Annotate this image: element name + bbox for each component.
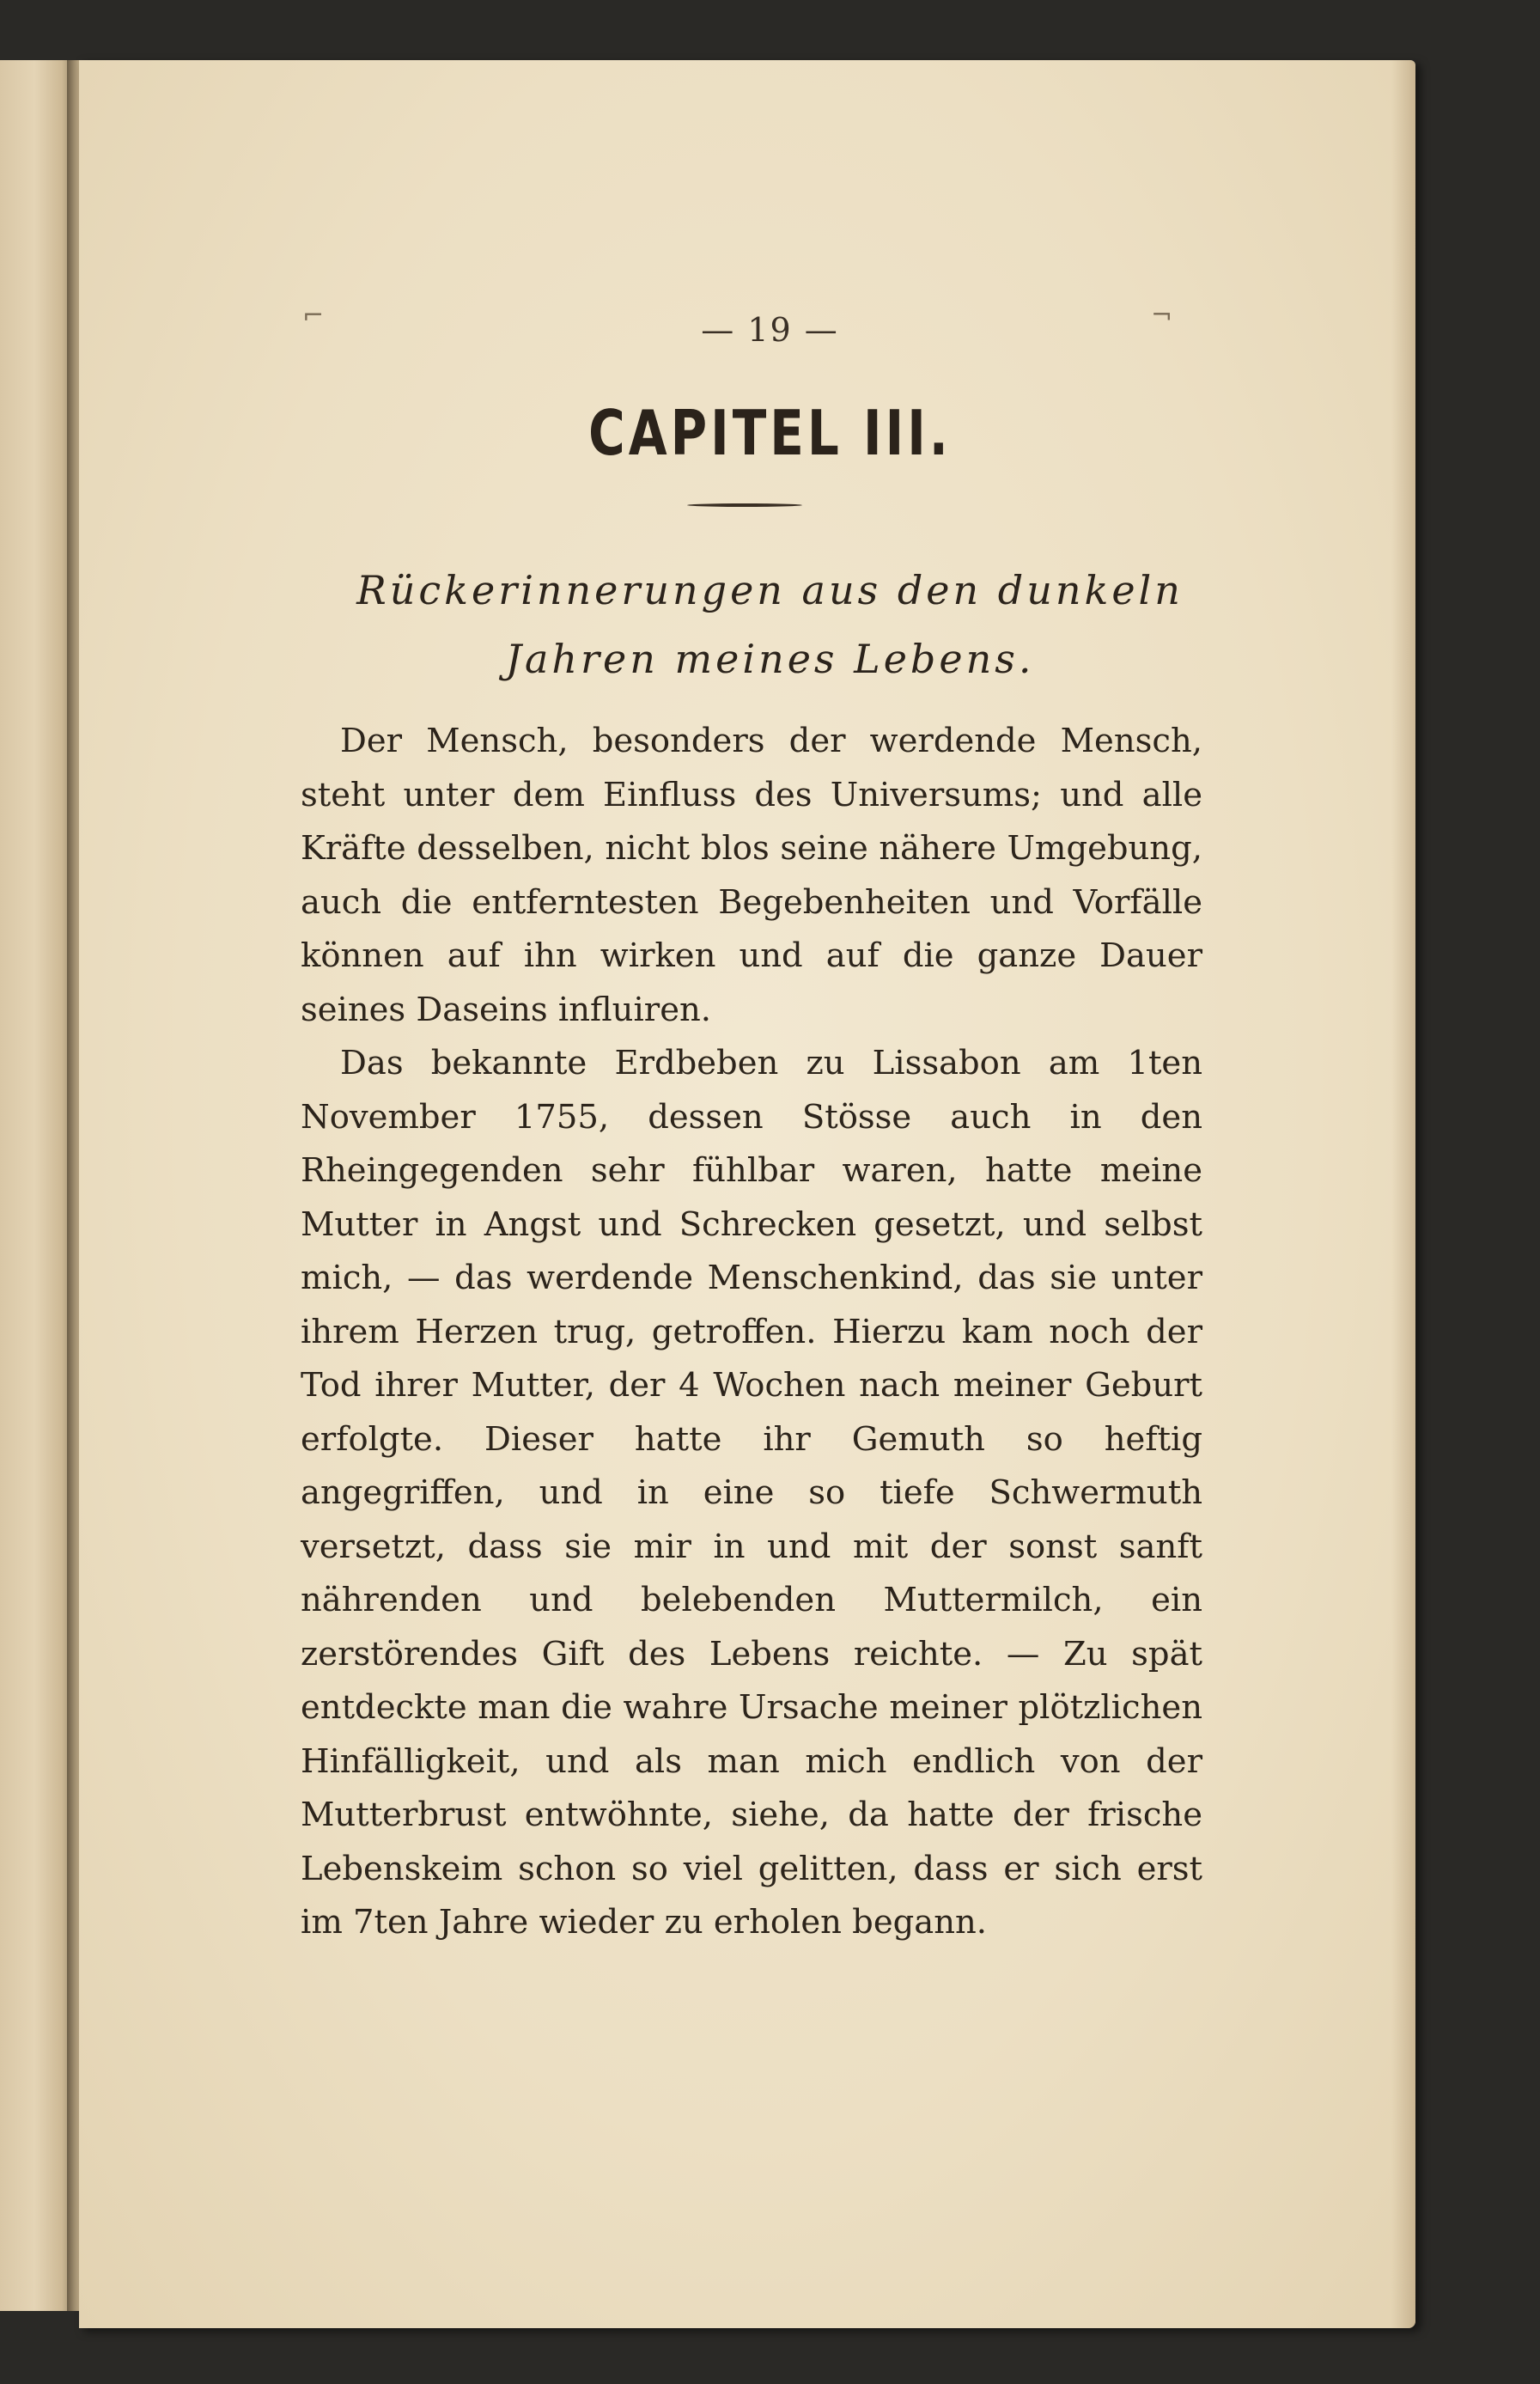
paragraph-2: Das bekannte Erdbeben zu Lissabon am 1ten November 1755, dessen Stösse auch in den Rheingegenden sehr fühlbar waren, hatte meine Mutter in Angst und Schrecken gesetzt, und selbst mich, — das werdende Menschenkind, das sie unter ihrem Herzen trug, getroffen. Hierzu kam noch der Tod ihrer Mutter, der 4 Wochen nach meiner Geburt erfolgte. Dieser hatte ihr Gemuth so heftig angegriffen, und in eine so tiefe Schwermuth versetzt, dass sie mir in und mit der sonst sanft nährenden und belebenden Muttermilch, ein zerstörendes Gift des Lebens reichte. — Zu spät entdeckte man die wahre Ursache meiner plötzlichen Hinfälligkeit, und als man mich endlich von der Mutterbrust entwöhnte, siehe, da hatte der frische Lebenskeim schon so viel gelitten, dass er sich erst im 7ten Jahre wieder zu erholen begann. — [301, 1044, 1202, 1942]
corner-mark-left: ⌐ — [302, 301, 325, 331]
body-text — [301, 715, 1202, 1950]
chapter-heading: CAPITEL III. — [588, 396, 952, 470]
chapter-subtitle-line-2: Jahren meines Lebens. — [505, 636, 1035, 682]
paragraph-1: Der Mensch, besonders der werdende Mensch, steht unter dem Einfluss des Universums; und alle Kräfte desselben, nicht blos seine nähere Umgebung, auch die entferntesten Begebenheiten und Vorfälle können auf ihn wirken und auf die ganze Dauer seines Daseins influiren. — [301, 722, 1202, 1029]
chapter-subtitle-line-1: Rückerinnerungen aus den dunkeln — [356, 567, 1184, 613]
page-number: — 19 — — [701, 311, 839, 349]
heading-rule — [687, 503, 802, 507]
corner-mark-right: ¬ — [1151, 301, 1173, 331]
